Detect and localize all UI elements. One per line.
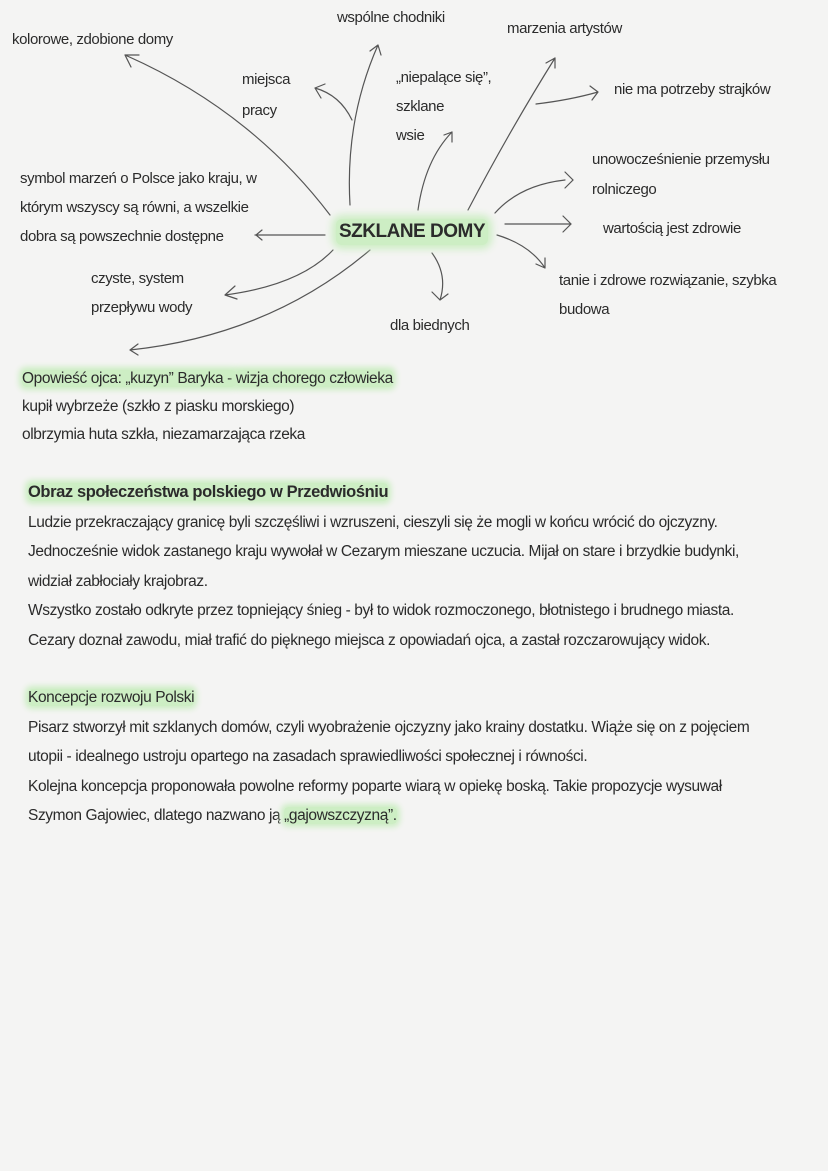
section-concepts — [28, 683, 808, 831]
paragraph-line: utopii - idealnego ustroju opartego na zasadach sprawiedliwości społecznej i równości. — [28, 748, 588, 765]
arrow-miejsca — [315, 84, 352, 120]
last-line-highlight: „gajowszczyzną”. — [284, 807, 397, 824]
section-society — [28, 478, 808, 655]
node-symbol-3: dobra są powszechnie dostępne — [20, 228, 224, 245]
node-kolorowe: kolorowe, zdobione domy — [12, 31, 173, 48]
story-line-3: olbrzymia huta szkła, niezamarzająca rzeka — [22, 426, 305, 443]
node-niepalace-2: szklane — [396, 98, 445, 115]
node-zdrowie: wartością jest zdrowie — [603, 220, 741, 237]
node-niepalace-1: „niepalące się”, — [396, 69, 492, 86]
node-strajki: nie ma potrzeby strajków — [614, 81, 771, 98]
paragraph-line: Ludzie przekraczający granicę byli szczęśliwi i wzruszeni, cieszyli się że mogli w końcu wrócić do ojczyzny. — [28, 513, 718, 531]
node-chodniki: wspólne chodniki — [337, 9, 445, 26]
node-symbol-2: którym wszyscy są równi, a wszelkie — [20, 199, 249, 216]
story-section — [22, 365, 802, 449]
arrow-czyste — [225, 250, 333, 299]
paragraph-line — [28, 801, 808, 831]
node-tanie-1: tanie i zdrowe rozwiązanie, szybka — [559, 272, 777, 289]
paragraph-line: Jednocześnie widok zastanego kraju wywołał w Cezarym mieszane uczucia. Mijał on stare i brzydkie budynki, — [28, 543, 739, 560]
paragraph-line: Kolejna koncepcja proponowała powolne reformy poparte wiarą w opiekę boską. Takie propozycje wysuwał — [28, 777, 722, 795]
node-tanie-2: budowa — [559, 301, 610, 318]
paragraph-line: widział zabłociały krajobraz. — [28, 572, 208, 590]
section-society-heading: Obraz społeczeństwa polskiego w Przedwiośniu — [28, 483, 389, 501]
story-line-2: kupił wybrzeże (szkło z piasku morskiego) — [22, 398, 295, 415]
story-line-1-a: Opowieść ojca: „kuzyn” Baryka - — [22, 370, 236, 387]
node-niepalace-3: wsie — [396, 127, 425, 144]
arrow-biedni — [432, 253, 448, 300]
arrow-strajki — [536, 86, 598, 104]
arrow-zdrowie — [505, 216, 571, 232]
node-marzenia: marzenia artystów — [507, 20, 622, 37]
node-miejsca-2: pracy — [242, 102, 277, 119]
arrow-tanie — [497, 235, 545, 268]
story-line-1 — [22, 365, 802, 393]
paragraph-line: Cezary doznał zawodu, miał trafić do pięknego miejsca z opowiadań ojca, a zastał rozczarowujący widok. — [28, 631, 711, 649]
node-miejsca-1: miejsca — [242, 71, 291, 88]
node-przemysl-1: unowocześnienie przemysłu — [592, 151, 770, 168]
node-biedni: dla biednych — [390, 317, 470, 334]
arrow-przemysl — [495, 172, 573, 213]
paragraph-line: Pisarz stworzył mit szklanych domów, czyli wyobrażenie ojczyzny jako krainy dostatku. Wiąże się on z pojęciem — [28, 718, 750, 736]
node-symbol-1: symbol marzeń o Polsce jako kraju, w — [20, 170, 257, 187]
last-line-a: Szymon Gajowiec, dlatego nazwano ją — [28, 807, 285, 824]
story-line-1-b: wizja chorego człowieka — [235, 370, 393, 387]
node-czyste-2: przepływu wody — [91, 299, 193, 316]
mindmap-center: SZKLANE DOMY — [336, 219, 488, 245]
arrow-chodniki — [349, 45, 381, 205]
node-przemysl-2: rolniczego — [592, 181, 657, 198]
section-concepts-heading: Koncepcje rozwoju Polski — [28, 689, 195, 706]
node-czyste-1: czyste, system — [91, 270, 184, 287]
paragraph-line: Wszystko zostało odkryte przez topniejący śnieg - był to widok rozmoczonego, błotnistego i brudnego miasta. — [28, 602, 734, 619]
arrow-symbol — [255, 230, 325, 240]
